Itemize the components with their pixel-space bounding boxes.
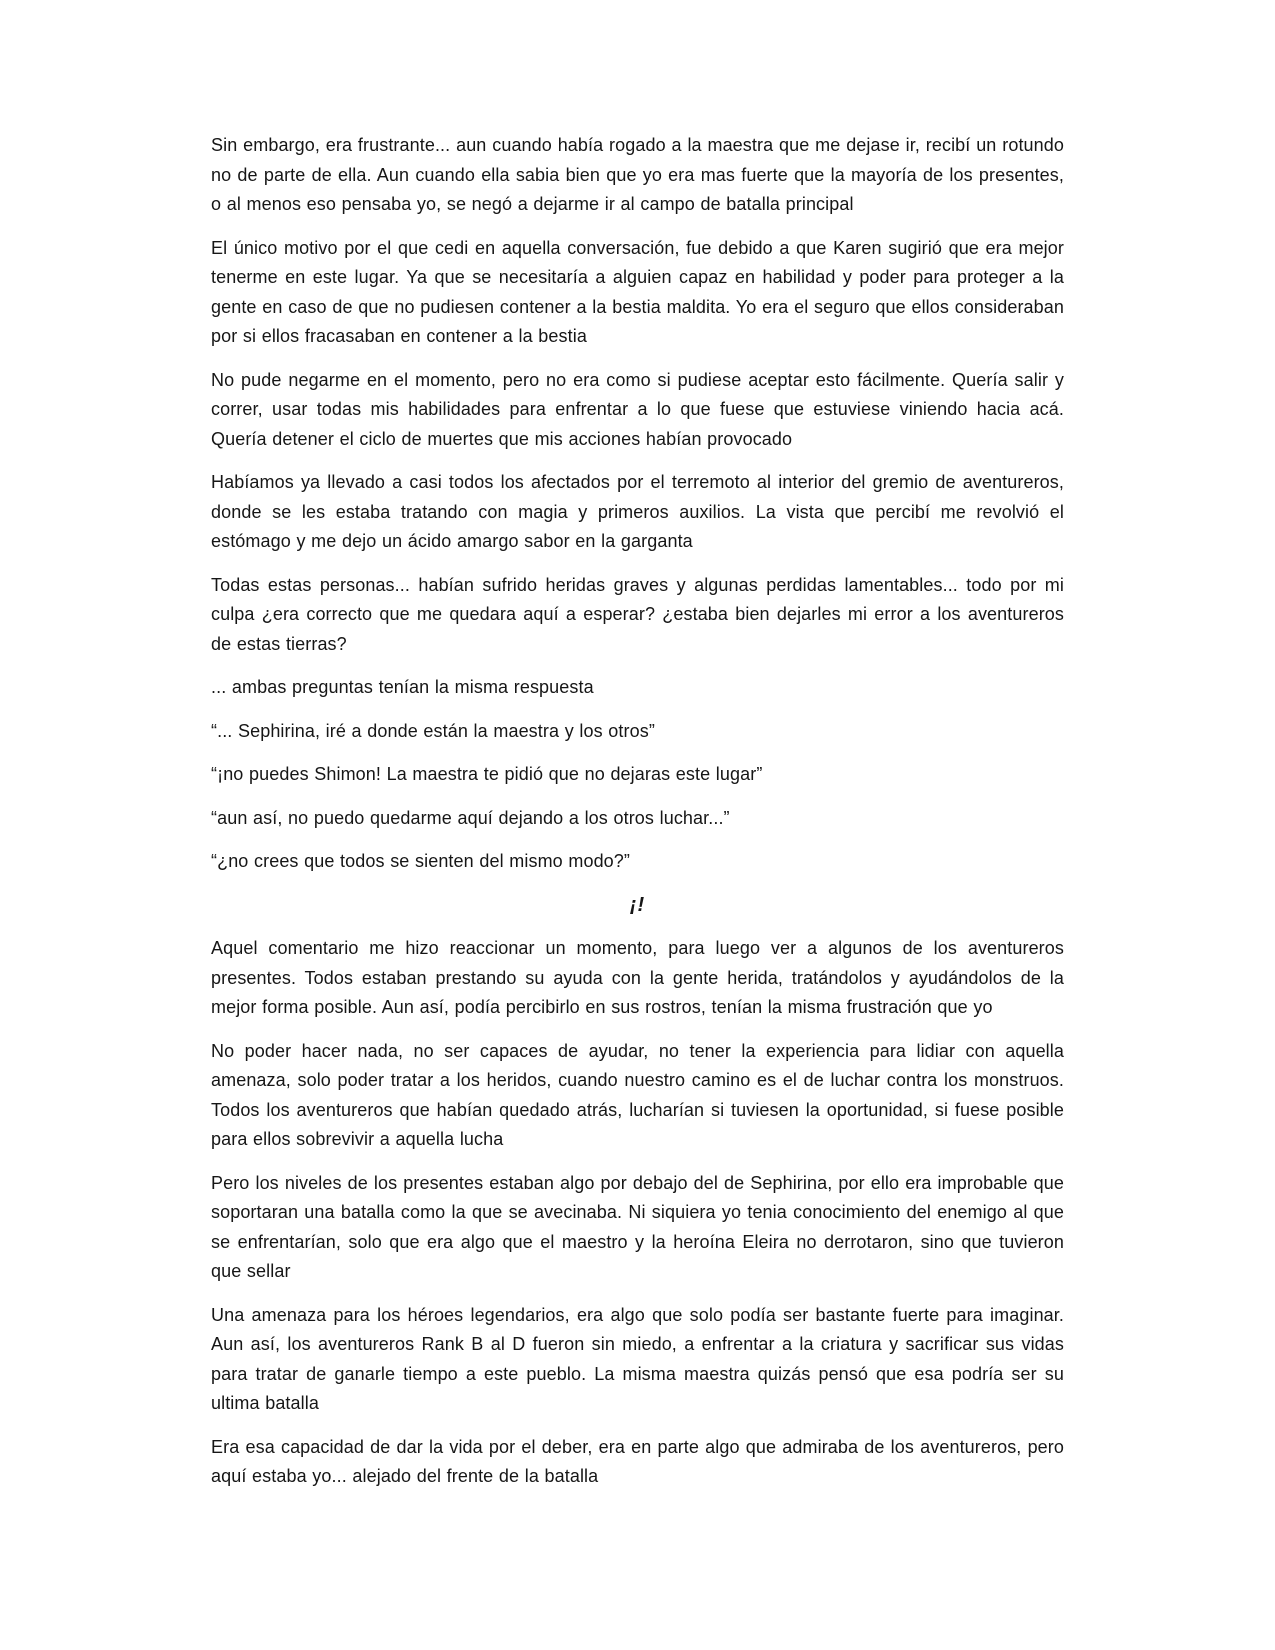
- paragraph: Aquel comentario me hizo reaccionar un momento, para luego ver a algunos de los aventureros presentes. Todos estaban prestando su ayuda con la gente herida, tratándolos y ayudándolos de la mejor forma posible. Aun así, podía percibirlo en sus rostros, tenían la misma frustración que yo: [211, 938, 1064, 1017]
- paragraph: Todas estas personas... habían sufrido heridas graves y algunas perdidas lamentables... todo por mi culpa ¿era correcto que me quedara aquí a esperar? ¿estaba bien dejarles mi error a los aventureros de estas tierras?: [211, 574, 1064, 654]
- dialogue-line: “¿no crees que todos se sienten del mismo modo?”: [211, 851, 631, 871]
- paragraph: No poder hacer nada, no ser capaces de ayudar, no tener la experiencia para lidiar con aquella amenaza, solo poder tratar a los heridos, cuando nuestro camino es el de luchar contra los monstruos. Todos los aventureros que habían quedado atrás, lucharían si tuviesen la oportunidad, si fuese posible para ellos sobrevivir a aquella lucha: [211, 1040, 1064, 1149]
- paragraph: Era esa capacidad de dar la vida por el deber, era en parte algo que admiraba de los aventureros, pero aquí estaba yo... alejado del frente de la batalla: [211, 1436, 1064, 1486]
- dialogue-line: “... Sephirina, iré a donde están la maestra y los otros”: [211, 720, 655, 741]
- paragraph: ... ambas preguntas tenían la misma respuesta: [211, 677, 594, 697]
- dialogue-line: “¡no puedes Shimon! La maestra te pidió que no dejaras este lugar”: [211, 764, 763, 784]
- scene-break-marker: ¡!: [629, 893, 646, 916]
- paragraph: No pude negarme en el momento, pero no era como si pudiese aceptar esto fácilmente. Quería salir y correr, usar todas mis habilidades para enfrentar a lo que fuese que estuviese viniendo hacia acá. Quería detener el ciclo de muertes que mis acciones habían provocado: [211, 369, 1064, 449]
- dialogue-line: “aun así, no puedo quedarme aquí dejando a los otros luchar...”: [211, 807, 730, 828]
- paragraph: Habíamos ya llevado a casi todos los afectados por el terremoto al interior del gremio de aventureros, donde se les estaba tratando con magia y primeros auxilios. La vista que percibí me revolvió el estómago y me dejo un ácido amargo sabor en la garganta: [211, 472, 1064, 551]
- paragraph: El único motivo por el que cedi en aquella conversación, fue debido a que Karen sugirió que era mejor tenerme en este lugar. Ya que se necesitaría a alguien capaz en habilidad y poder para proteger a la gente en caso de que no pudiesen contener a la bestia maldita. Yo era el seguro que ellos consideraban por si ellos fracasaban en contener a la bestia: [211, 237, 1064, 346]
- paragraph: Pero los niveles de los presentes estaban algo por debajo del de Sephirina, por ello era improbable que soportaran una batalla como la que se avecinaba. Ni siquiera yo tenia conocimiento del enemigo al que se enfrentarían, solo que era algo que el maestro y la heroína Eleira no derrotaron, sino que tuvieron que sellar: [211, 1172, 1064, 1281]
- paragraph: Sin embargo, era frustrante... aun cuando había rogado a la maestra que me dejase ir, recibí un rotundo no de parte de ella. Aun cuando ella sabia bien que yo era mas fuerte que la mayoría de los presentes, o al menos eso pensaba yo, se negó a dejarme ir al campo de batalla principal: [211, 135, 1064, 214]
- paragraph: Una amenaza para los héroes legendarios, era algo que solo podía ser bastante fuerte para imaginar. Aun así, los aventureros Rank B al D fueron sin miedo, a enfrentar a la criatura y sacrificar sus vidas para tratar de ganarle tiempo a este pueblo. La misma maestra quizás pensó que esa podría ser su ultima batalla: [211, 1304, 1064, 1413]
